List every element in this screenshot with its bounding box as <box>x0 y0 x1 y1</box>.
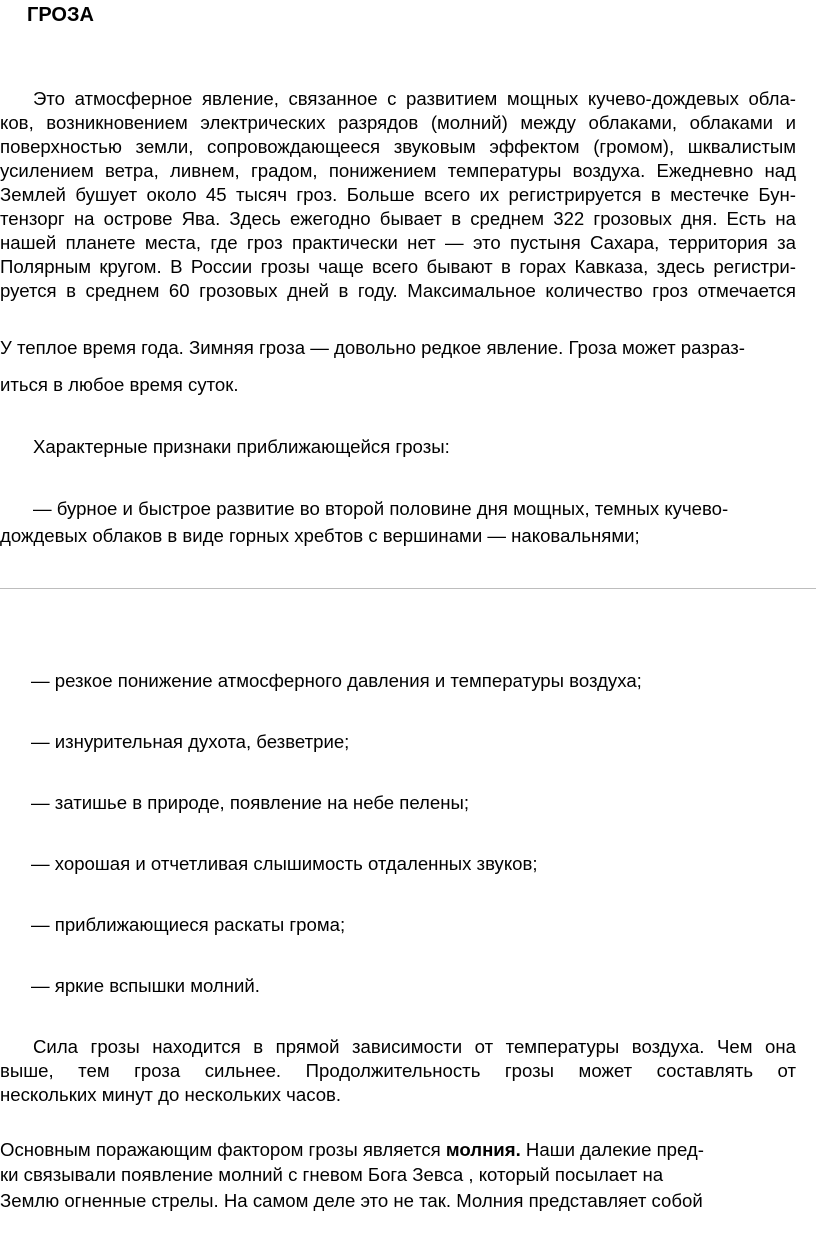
sign-item: — резкое понижение атмосферного давления и температуры воздуха; <box>31 670 642 691</box>
sign-item: — приближающиеся раскаты грома; <box>31 914 346 935</box>
term-lightning: молния. <box>445 1139 521 1160</box>
text-line: Землю огненные стрелы. На самом деле это не так. Молния представляет собой <box>0 1190 703 1211</box>
text-line: Сила грозы находится в прямой зависимости от температуры воздуха. Чем она <box>33 1036 796 1057</box>
text-line: нашей планете места, где гроз практически нет — это пустыня Сахара, территория за <box>0 232 796 253</box>
text-line: нескольких минут до нескольких часов. <box>0 1084 342 1105</box>
page-divider <box>0 588 816 589</box>
text-line: ков, возникновением электрических разрядов (молний) между облаками, облаками и <box>0 112 796 133</box>
text-line: руется в среднем 60 грозовых дней в году. Максимальное количество гроз отмечается <box>0 280 796 301</box>
text-line: У теплое время года. Зимняя гроза — довольно редкое явление. Гроза может разраз- <box>0 337 745 358</box>
text-line: Полярным кругом. В России грозы чаще всего бывают в горах Кавказа, здесь регистри- <box>0 256 796 277</box>
text-line: поверхностью земли, сопровождающееся звуковым эффектом (громом), шквалистым <box>0 136 796 157</box>
sign-item: — затишье в природе, появление на небе пелены; <box>31 792 470 813</box>
text-line: тензорг на острове Ява. Здесь ежегодно бывает в среднем 322 грозовых дня. Есть на <box>0 208 796 229</box>
text-run: Наши далекие пред- <box>520 1139 704 1160</box>
text-line <box>0 1138 704 1162</box>
text-line: выше, тем гроза сильнее. Продолжительность грозы может составлять от <box>0 1060 796 1081</box>
sign-item: — яркие вспышки молний. <box>31 975 260 996</box>
text-line: усилением ветра, ливнем, градом, понижением температуры воздуха. Ежедневно над <box>0 160 796 181</box>
sign-item: — хорошая и отчетливая слышимость отдаленных звуков; <box>31 853 538 874</box>
text-line: — бурное и быстрое развитие во второй половине дня мощных, темных кучево- <box>33 498 729 519</box>
text-run: Основным поражающим фактором грозы является <box>0 1139 446 1160</box>
text-line: дождевых облаков в виде горных хребтов с вершинами — наковальнями; <box>0 525 640 546</box>
page-title: ГРОЗА <box>27 4 94 26</box>
text-line: ки связывали появление молний с гневом Бога Зевса , который посылает на <box>0 1164 664 1185</box>
signs-heading: Характерные признаки приближающейся грозы: <box>33 436 450 457</box>
sign-item: — изнурительная духота, безветрие; <box>31 731 350 752</box>
text-line: Землей бушует около 45 тысяч гроз. Больше всего их регистрируется в местечке Бун- <box>0 184 796 205</box>
text-line: иться в любое время суток. <box>0 374 239 395</box>
text-line: Это атмосферное явление, связанное с развитием мощных кучево-дождевых обла- <box>33 88 796 109</box>
